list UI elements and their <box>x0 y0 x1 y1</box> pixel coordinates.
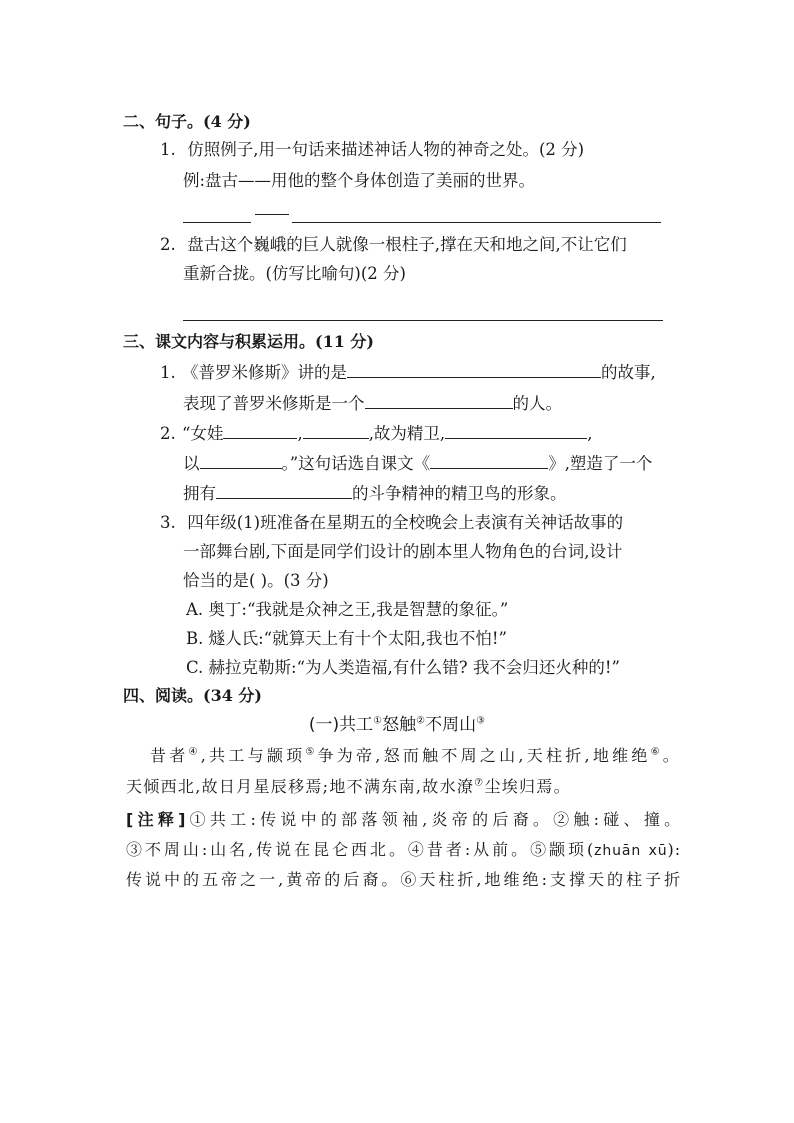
question-text: , <box>587 424 593 443</box>
passage-line-1 <box>150 741 680 771</box>
question-2-2 <box>160 233 627 257</box>
question-3-1-line1 <box>160 360 656 385</box>
answer-blank-4[interactable] <box>200 451 282 469</box>
footnote-marker: ① <box>373 715 383 727</box>
answer-blank-character[interactable] <box>365 391 513 409</box>
section-4-heading: 四、阅读。(34 分) <box>123 686 262 705</box>
question-text: 》,塑造了一个 <box>548 454 653 473</box>
passage-text: 天倾西北,故日月星辰移焉;地不满东南,故水潦 <box>126 777 475 796</box>
dash-line <box>255 214 289 215</box>
question-3-3-line3: 恰当的是( )。(3 分) <box>183 571 329 590</box>
passage-text: 尘埃归焉。 <box>484 777 571 796</box>
question-3-3-line2: 一部舞台剧,下面是同学们设计的剧本里人物角色的台词,设计 <box>183 542 623 561</box>
answer-blank-name[interactable] <box>183 222 251 223</box>
footnote-marker: ⑥ <box>650 746 663 758</box>
answer-blank-2[interactable] <box>303 421 369 439</box>
question-3-2-line2 <box>183 451 652 476</box>
question-text: 《普罗米修斯》讲的是 <box>182 363 347 382</box>
answer-blank-simile[interactable] <box>183 320 663 321</box>
question-3-3-line1 <box>160 511 623 535</box>
passage-text: ,共工与颛顼 <box>200 746 306 765</box>
question-text: 拥有 <box>183 484 216 503</box>
notes-text: ①共工:传说中的部落领袖,炎帝的后裔。②触:碰、撞。 <box>186 810 681 829</box>
answer-blank-lesson-title[interactable] <box>430 451 548 469</box>
answer-blank-description[interactable] <box>292 222 661 223</box>
question-text: 仿照例子,用一句话来描述神话人物的神奇之处。(2 分) <box>187 140 585 159</box>
question-text: 。”这句话选自课文《 <box>281 454 431 473</box>
footnote-marker: ② <box>416 715 426 727</box>
notes-line-2 <box>126 835 681 866</box>
section-2-heading: 二、句子。(4 分) <box>123 112 251 131</box>
pinyin: zhuān xū <box>594 843 668 859</box>
question-text: , <box>297 424 303 443</box>
question-text: 的人。 <box>512 394 562 413</box>
footnote-marker: ③ <box>476 715 486 727</box>
example-sentence: 例:盘古——用他的整个身体创造了美丽的世界。 <box>183 171 536 190</box>
question-3-2-line3 <box>183 481 567 506</box>
question-number: 1. <box>160 363 176 382</box>
notes-line-3: 传说中的五帝之一,黄帝的后裔。⑥天柱折,地维绝:支撑天的柱子折 <box>126 870 681 889</box>
option-c[interactable]: C. 赫拉克勒斯:“为人类造福,有什么错? 我不会归还火种的!” <box>186 658 620 677</box>
notes-line-1 <box>126 805 681 835</box>
notes-text: ): <box>667 840 681 859</box>
question-text: 的斗争精神的精卫鸟的形象。 <box>352 484 567 503</box>
option-a[interactable]: A. 奥丁:“我就是众神之王,我是智慧的象征。” <box>186 600 509 619</box>
title-part: 怒触 <box>382 715 417 735</box>
answer-blank-story[interactable] <box>347 360 601 378</box>
question-text: 四年级(1)班准备在星期五的全校晚会上表演有关神话故事的 <box>187 513 624 532</box>
question-text: 以 <box>183 454 200 473</box>
question-text: ,故为精卫, <box>368 424 446 443</box>
option-b[interactable]: B. 燧人氏:“就算天上有十个太阳,我也不怕!” <box>186 629 507 648</box>
question-number: 3. <box>160 513 176 532</box>
question-2-1 <box>160 138 584 162</box>
section-3-heading: 三、课文内容与积累运用。(11 分) <box>123 332 374 351</box>
passage-title <box>0 710 794 735</box>
question-number: 2. <box>160 424 176 443</box>
notes-label: [注释] <box>126 810 187 829</box>
footnote-marker: ⑦ <box>474 777 485 789</box>
passage-text: 昔者 <box>150 746 189 765</box>
question-3-2-line1 <box>160 421 592 446</box>
passage-line-2 <box>126 772 681 802</box>
question-number: 1. <box>160 140 176 159</box>
answer-blank-spirit[interactable] <box>216 481 352 499</box>
title-part: 不周山 <box>425 715 477 735</box>
footnote-marker: ④ <box>188 746 201 758</box>
question-text: “女娃 <box>182 424 224 443</box>
footnote-marker: ⑤ <box>305 746 318 758</box>
passage-text: 。 <box>662 746 680 765</box>
question-text-line2: 重新合拢。(仿写比喻句)(2 分) <box>183 264 406 283</box>
question-number: 2. <box>160 235 176 254</box>
answer-blank-3[interactable] <box>445 421 587 439</box>
title-part: (一)共工 <box>308 715 374 735</box>
passage-text: 争为帝,怒而触不周之山,天柱折,地维绝 <box>317 746 651 765</box>
question-3-1-line2 <box>183 391 562 416</box>
answer-blank-1[interactable] <box>223 421 297 439</box>
question-text: 表现了普罗米修斯是一个 <box>183 394 365 413</box>
question-text-line1: 盘古这个巍峨的巨人就像一根柱子,撑在天和地之间,不让它们 <box>187 235 627 254</box>
question-text: 的故事, <box>601 363 656 382</box>
notes-text: ③不周山:山名,传说在昆仑西北。④昔者:从前。⑤颛顼( <box>126 840 595 859</box>
